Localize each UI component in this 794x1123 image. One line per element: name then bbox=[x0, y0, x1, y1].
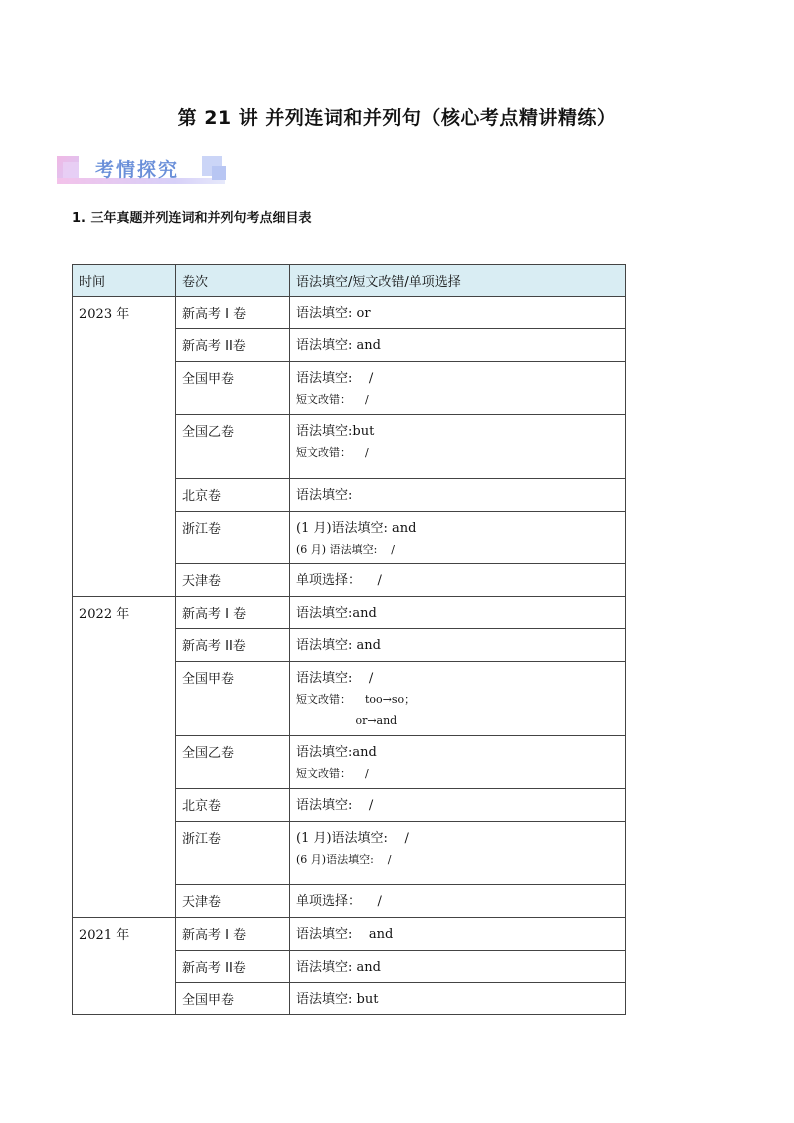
question-cell bbox=[290, 822, 626, 885]
question-cell bbox=[290, 662, 626, 736]
question-line: 语法填空: and bbox=[296, 927, 394, 942]
question-line: 语法填空:and bbox=[296, 606, 377, 621]
paper-cell: 全国甲卷 bbox=[176, 662, 290, 736]
question-line: 单项选择： / bbox=[296, 573, 382, 588]
question-line: 语法填空: and bbox=[296, 638, 381, 653]
question-cell bbox=[290, 362, 626, 415]
table-header-row bbox=[73, 265, 626, 297]
question-cell bbox=[290, 951, 626, 983]
paper-cell: 全国甲卷 bbox=[176, 362, 290, 415]
table-row bbox=[73, 297, 626, 329]
page-title: 第 21 讲 并列连词和并列句（核心考点精讲精练） bbox=[177, 107, 617, 129]
table-row bbox=[73, 918, 626, 951]
question-cell bbox=[290, 564, 626, 597]
question-line: 语法填空: and bbox=[296, 338, 381, 353]
paper-cell: 天津卷 bbox=[176, 885, 290, 918]
question-cell bbox=[290, 415, 626, 479]
table-body bbox=[73, 297, 626, 1015]
question-cell bbox=[290, 329, 626, 362]
paper-cell: 新高考 II卷 bbox=[176, 629, 290, 662]
question-line: 单项选择： / bbox=[296, 894, 382, 909]
question-line: 短文改错： / bbox=[296, 446, 369, 459]
question-cell bbox=[290, 629, 626, 662]
year-cell: 2023 年 bbox=[73, 297, 176, 597]
banner-label: 考情探究 bbox=[95, 159, 180, 181]
paper-cell: 新高考 II卷 bbox=[176, 951, 290, 983]
question-line: (1 月)语法填空: and bbox=[296, 521, 417, 536]
header-time: 时间 bbox=[73, 265, 176, 297]
question-line: 短文改错： too→so； bbox=[296, 693, 416, 706]
question-line: 语法填空: bbox=[296, 488, 353, 503]
question-line: 语法填空: or bbox=[296, 306, 371, 321]
paper-cell: 全国乙卷 bbox=[176, 415, 290, 479]
question-line: 语法填空: / bbox=[296, 798, 374, 813]
question-line: 语法填空:and bbox=[296, 745, 377, 760]
exam-points-table bbox=[72, 264, 626, 1015]
paper-cell: 北京卷 bbox=[176, 789, 290, 822]
header-paper: 卷次 bbox=[176, 265, 290, 297]
header-question-type: 语法填空/短文改错/单项选择 bbox=[290, 265, 626, 297]
paper-cell: 新高考 II卷 bbox=[176, 329, 290, 362]
paper-cell: 新高考 I 卷 bbox=[176, 297, 290, 329]
question-line: (6 月) 语法填空: / bbox=[296, 543, 395, 556]
question-line: 语法填空: and bbox=[296, 960, 381, 975]
question-line: (1 月)语法填空: / bbox=[296, 831, 409, 846]
paper-cell: 新高考 I 卷 bbox=[176, 918, 290, 951]
question-cell bbox=[290, 297, 626, 329]
question-line: 语法填空: / bbox=[296, 671, 374, 686]
question-line: 语法填空: / bbox=[296, 371, 374, 386]
section-banner bbox=[57, 153, 229, 189]
section-subheading: 1. 三年真题并列连词和并列句考点细目表 bbox=[72, 211, 312, 226]
question-line: or→and bbox=[296, 714, 398, 727]
question-cell bbox=[290, 512, 626, 564]
year-cell: 2021 年 bbox=[73, 918, 176, 1015]
question-cell bbox=[290, 736, 626, 789]
question-line: (6 月)语法填空: / bbox=[296, 853, 392, 866]
question-line: 短文改错： / bbox=[296, 393, 369, 406]
year-cell: 2022 年 bbox=[73, 597, 176, 918]
paper-cell: 全国甲卷 bbox=[176, 983, 290, 1015]
question-line: 语法填空: but bbox=[296, 992, 379, 1007]
question-cell bbox=[290, 479, 626, 512]
paper-cell: 全国乙卷 bbox=[176, 736, 290, 789]
paper-cell: 浙江卷 bbox=[176, 822, 290, 885]
question-cell bbox=[290, 789, 626, 822]
table-row bbox=[73, 597, 626, 629]
question-line: 短文改错： / bbox=[296, 767, 369, 780]
paper-cell: 新高考 I 卷 bbox=[176, 597, 290, 629]
banner-right-square-overlay-icon bbox=[212, 166, 226, 180]
question-cell bbox=[290, 885, 626, 918]
paper-cell: 天津卷 bbox=[176, 564, 290, 597]
banner-left-square-overlay-icon bbox=[63, 162, 79, 178]
question-line: 语法填空:but bbox=[296, 424, 375, 439]
question-cell bbox=[290, 983, 626, 1015]
paper-cell: 浙江卷 bbox=[176, 512, 290, 564]
question-cell bbox=[290, 918, 626, 951]
paper-cell: 北京卷 bbox=[176, 479, 290, 512]
question-cell bbox=[290, 597, 626, 629]
